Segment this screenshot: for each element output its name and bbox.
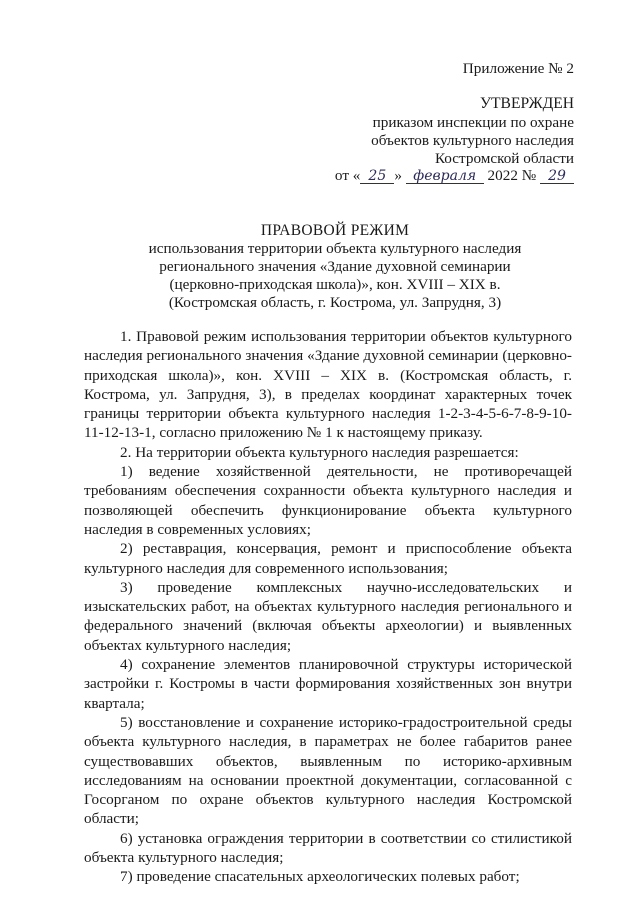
approved-label: УТВЕРЖДЕН	[479, 95, 574, 112]
document-title: ПРАВОВОЙ РЕЖИМ	[260, 222, 410, 239]
paragraph-1: 1. Правовой режим использования территории объектов культурного наследия регионального значения «Здание духовной семинарии (церковно-приходская школа)», кон. XVIII – XIX в. (Костромская область, г. Кострома, ул. Запрудня, 3), в пределах координат характерных точек границы территории объекта культурного наследия 1-2-3-4-5-6-7-8-9-10-11-12-13-1, согласно приложению № 1 к настоящему приказу.	[84, 328, 572, 442]
approval-line-1: приказом инспекции по охране	[372, 114, 574, 131]
approval-date-line	[335, 167, 574, 185]
title-line-3: (церковно-приходская школа)», кон. XVIII – XIX в.	[169, 276, 501, 293]
title-line-2: регионального значения «Здание духовной семинарии	[159, 258, 511, 275]
date-prefix: от «	[334, 167, 361, 184]
date-month-handwritten: февраля	[413, 168, 477, 184]
list-item-6: 6) установка ограждения территории в соответствии со стилистикой объекта культурного наследия;	[84, 829, 572, 867]
title-line-1: использования территории объекта культурного наследия	[148, 240, 522, 257]
approval-line-2: объектов культурного наследия	[371, 132, 574, 149]
order-number-field	[540, 169, 574, 184]
date-close: »	[394, 167, 402, 184]
paragraph-2: 2. На территории объекта культурного наследия разрешается:	[120, 443, 519, 461]
list-item-3: 3) проведение комплексных научно-исследовательских и изыскательских работ, на объектах культурного наследия регионального и федерального значений (включая объекты археологии) и выявленных объектах культурного наследия;	[84, 578, 572, 654]
list-item-2: 2) реставрация, консервация, ремонт и приспособление объекта культурного наследия для современного использования;	[84, 540, 572, 577]
list-item-4: 4) сохранение элементов планировочной структуры исторической застройки г. Костромы в части формирования хозяйственных зон внутри квартала;	[84, 656, 572, 712]
date-month-field	[406, 169, 484, 184]
order-number-handwritten: 29	[548, 168, 566, 184]
date-day-field	[360, 169, 394, 184]
list-item-1: 1) ведение хозяйственной деятельности, не противоречащей требованиям обеспечения сохранности объекта культурного наследия и позволяющей обеспечить функционирование объекта культурного наследия в современных условиях;	[84, 463, 572, 538]
list-item-5: 5) восстановление и сохранение историко-градостроительной среды объекта культурного наследия, в параметрах не более габаритов ранее существовавших объектов, выявленным по историко-архивным исследованиям на основании проектной документации, согласованной с Госорганом по охране объектов культурного наследия Костромской области;	[84, 713, 572, 828]
appendix-label: Приложение № 2	[462, 60, 574, 77]
approval-line-3: Костромской области	[434, 150, 574, 167]
date-year: 2022 №	[487, 167, 537, 184]
list-item-7: 7) проведение спасательных археологических полевых работ;	[120, 868, 520, 886]
date-day-handwritten: 25	[368, 168, 387, 184]
document-body	[84, 327, 572, 887]
title-line-4: (Костромская область, г. Кострома, ул. Запрудня, 3)	[168, 294, 502, 311]
